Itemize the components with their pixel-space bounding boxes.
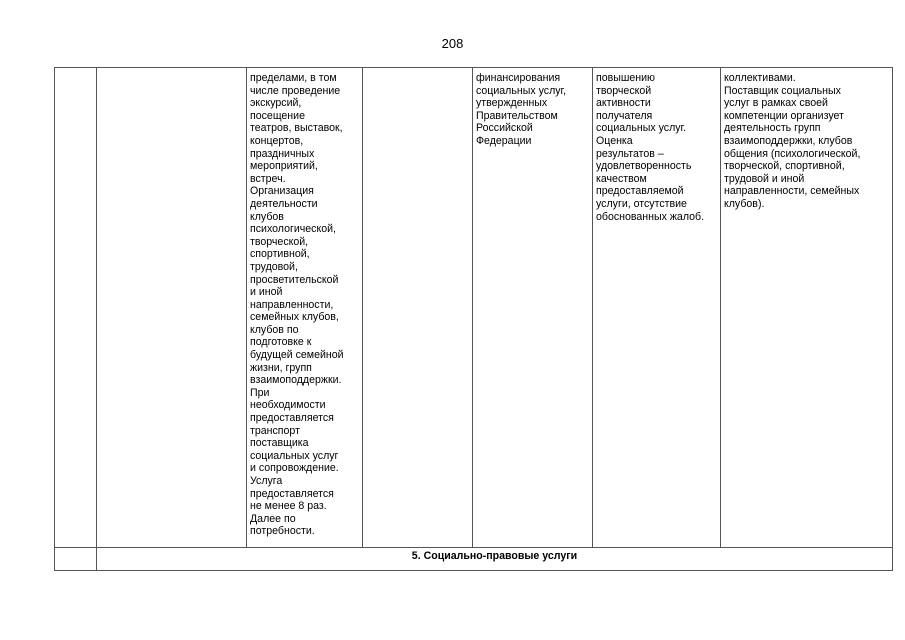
provision-conditions-cell: коллективами. Поставщик социальных услуг в рамках своей компетенции организует деятельность групп взаимоподдержки, клубов общения (психологической, творческой, спортивной, трудовой и иной направленности, семейных клубов). xyxy=(721,68,893,548)
service-cost-cell: финансирования социальных услуг, утвержденных Правительством Российской Федерации xyxy=(473,68,593,548)
service-description-cell: пределами, в том числе проведение экскурсий, посещение театров, выставок, концертов, праздничных мероприятий, встреч. Организация деятельности клубов психологической, творческой, спортивной, трудовой, просветительской и иной направленности, семейных клубов, клубов по подготовке к будущей семейной жизни, групп взаимоподдержки. При необходимости предоставляется транспорт поставщика социальных услуг и сопровождение. Услуга предоставляется не менее 8 раз. Далее по потребности. xyxy=(247,68,363,548)
row-number-cell xyxy=(55,68,97,548)
service-term-cell xyxy=(363,68,473,548)
section-title: 5. Социально-правовые услуги xyxy=(97,548,893,571)
section-number-cell xyxy=(55,548,97,571)
table-row xyxy=(55,68,893,548)
service-name-cell xyxy=(97,68,247,548)
services-table xyxy=(54,67,893,571)
section-header-row xyxy=(55,548,893,571)
quality-indicators-cell: повышению творческой активности получателя социальных услуг. Оценка результатов – удовлетворенность качеством предоставляемой услуги, отсутствие обоснованных жалоб. xyxy=(593,68,721,548)
page-number: 208 xyxy=(441,36,464,51)
